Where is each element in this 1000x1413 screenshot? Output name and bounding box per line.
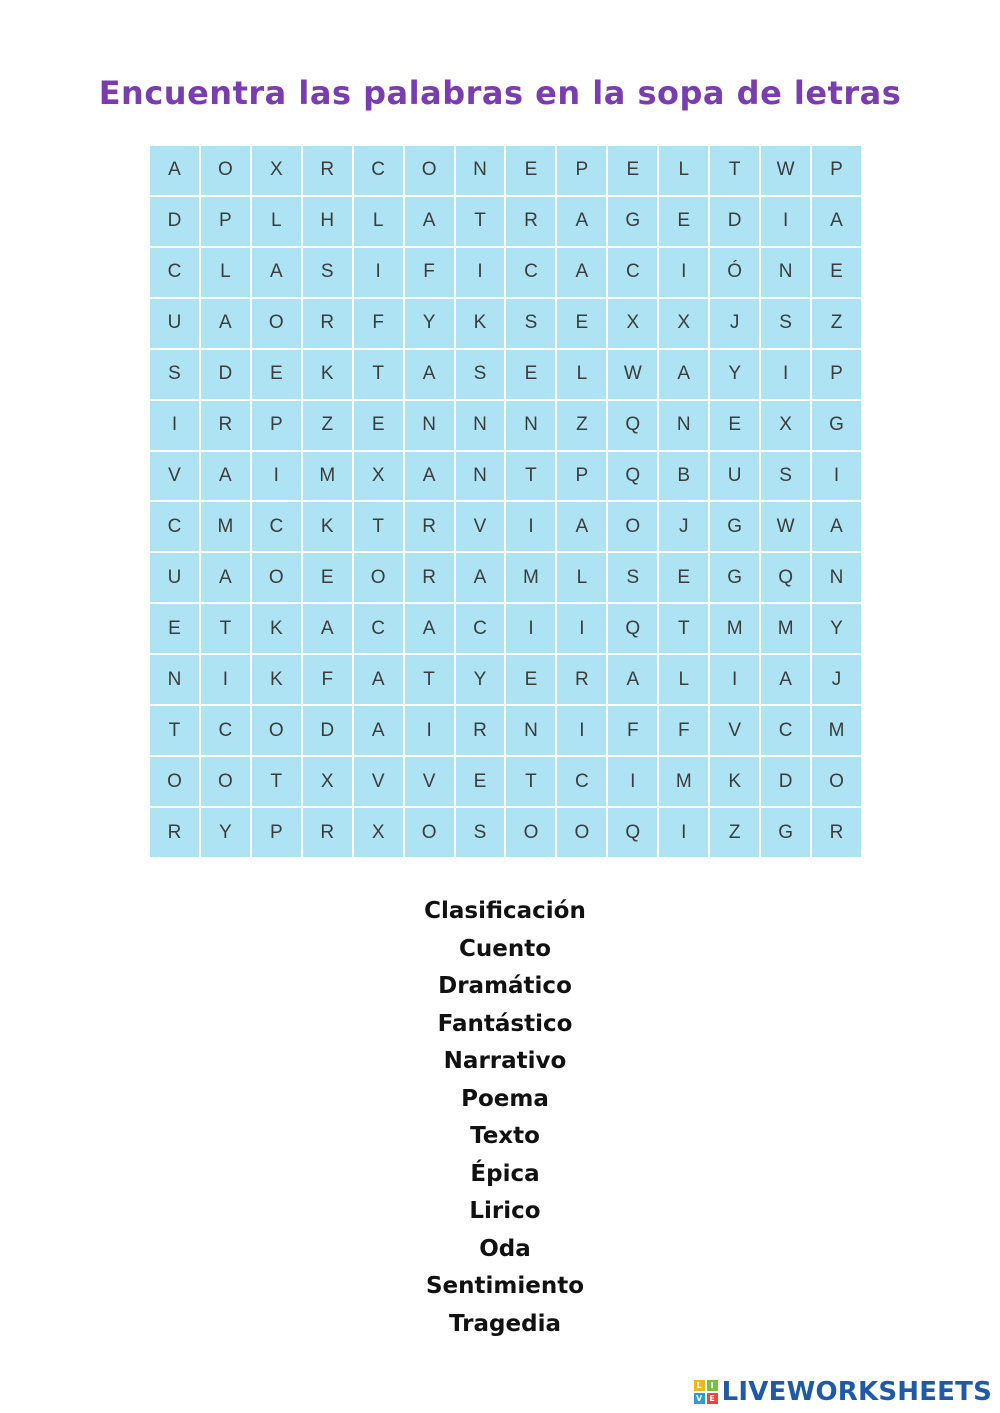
grid-cell[interactable]: O (150, 757, 199, 806)
grid-cell[interactable]: M (506, 553, 555, 602)
grid-cell[interactable]: I (354, 248, 403, 297)
grid-cell[interactable]: G (812, 401, 861, 450)
grid-cell[interactable]: A (557, 248, 606, 297)
grid-cell[interactable]: O (812, 757, 861, 806)
grid-cell[interactable]: E (608, 146, 657, 195)
grid-cell[interactable]: K (252, 655, 301, 704)
grid-cell[interactable]: T (405, 655, 454, 704)
grid-cell[interactable]: I (405, 706, 454, 755)
grid-cell[interactable]: L (659, 655, 708, 704)
grid-cell[interactable]: E (710, 401, 759, 450)
grid-cell[interactable]: V (456, 502, 505, 551)
word-list-item: Cuento (458, 935, 552, 962)
grid-cell[interactable]: W (761, 502, 810, 551)
grid-cell[interactable]: T (201, 604, 250, 653)
grid-cell[interactable]: E (354, 401, 403, 450)
grid-cell[interactable]: Y (201, 808, 250, 857)
grid-cell[interactable]: V (405, 757, 454, 806)
grid-cell[interactable]: D (761, 757, 810, 806)
grid-cell[interactable]: Q (608, 808, 657, 857)
brand-name: LIVEWORKSHEETS (721, 1377, 992, 1407)
grid-cell[interactable]: Y (405, 299, 454, 348)
grid-cell[interactable]: S (150, 350, 199, 399)
grid-cell[interactable]: S (761, 299, 810, 348)
grid-cell[interactable]: X (608, 299, 657, 348)
word-list-item: Narrativo (443, 1048, 567, 1074)
grid-cell[interactable]: N (150, 655, 199, 704)
grid-cell[interactable]: A (761, 655, 810, 704)
grid-cell[interactable]: I (608, 757, 657, 806)
grid-cell[interactable]: I (506, 604, 555, 653)
word-list-item: Texto (470, 1123, 540, 1149)
grid-cell[interactable]: G (761, 808, 810, 857)
grid-cell[interactable]: A (354, 655, 403, 704)
grid-cell[interactable]: V (150, 452, 199, 501)
grid-cell[interactable]: I (710, 655, 759, 704)
grid-cell[interactable]: I (456, 248, 505, 297)
word-list-item: Sentimiento (425, 1273, 585, 1299)
grid-cell[interactable]: A (150, 146, 199, 195)
grid-cell[interactable]: Z (710, 808, 759, 857)
grid-cell[interactable]: S (456, 350, 505, 399)
grid-cell[interactable]: N (761, 248, 810, 297)
grid-cell[interactable]: C (150, 248, 199, 297)
grid-cell[interactable]: K (252, 604, 301, 653)
logo-square: V (694, 1393, 705, 1404)
grid-cell[interactable]: Z (812, 299, 861, 348)
grid-cell[interactable]: R (303, 146, 352, 195)
grid-cell[interactable]: P (252, 401, 301, 450)
grid-cell[interactable]: Y (710, 350, 759, 399)
grid-cell[interactable]: C (354, 604, 403, 653)
grid-cell[interactable]: A (201, 553, 250, 602)
grid-cell[interactable]: N (456, 401, 505, 450)
grid-cell[interactable]: E (557, 299, 606, 348)
grid-cell[interactable]: Q (608, 452, 657, 501)
grid-cell[interactable]: A (405, 452, 454, 501)
grid-cell[interactable]: A (812, 197, 861, 246)
grid-cell[interactable]: L (201, 248, 250, 297)
grid-cell[interactable]: O (405, 146, 454, 195)
grid-cell[interactable]: W (608, 350, 657, 399)
grid-cell[interactable]: U (150, 299, 199, 348)
grid-cell[interactable]: N (506, 706, 555, 755)
grid-cell[interactable]: F (405, 248, 454, 297)
grid-cell[interactable]: X (303, 757, 352, 806)
grid-cell[interactable]: Z (557, 401, 606, 450)
grid-cell[interactable]: M (659, 757, 708, 806)
grid-cell[interactable]: A (405, 604, 454, 653)
grid-cell[interactable]: O (608, 502, 657, 551)
grid-cell[interactable]: T (659, 604, 708, 653)
grid-cell[interactable]: P (812, 146, 861, 195)
grid-cell[interactable]: J (710, 299, 759, 348)
grid-cell[interactable]: Q (761, 553, 810, 602)
grid-cell[interactable]: O (557, 808, 606, 857)
grid-cell[interactable]: C (506, 248, 555, 297)
grid-cell[interactable]: D (710, 197, 759, 246)
grid-cell[interactable]: T (150, 706, 199, 755)
grid-cell[interactable]: C (150, 502, 199, 551)
grid-cell[interactable]: Q (608, 604, 657, 653)
grid-cell[interactable]: C (761, 706, 810, 755)
logo-square: E (707, 1393, 718, 1404)
grid-cell[interactable]: M (761, 604, 810, 653)
grid-cell[interactable]: R (303, 299, 352, 348)
grid-cell[interactable]: B (659, 452, 708, 501)
grid-cell[interactable]: M (201, 502, 250, 551)
grid-cell[interactable]: N (506, 401, 555, 450)
grid-cell[interactable]: W (761, 146, 810, 195)
grid-cell[interactable]: E (506, 655, 555, 704)
grid-cell[interactable]: P (201, 197, 250, 246)
grid-cell[interactable]: U (710, 452, 759, 501)
logo-square: L (694, 1380, 705, 1391)
grid-cell[interactable]: Y (812, 604, 861, 653)
grid-cell[interactable]: N (659, 401, 708, 450)
grid-cell[interactable]: O (252, 299, 301, 348)
grid-cell[interactable]: M (710, 604, 759, 653)
grid-cell[interactable]: E (659, 553, 708, 602)
grid-cell[interactable]: N (405, 401, 454, 450)
word-list-item: Tragedia (449, 1310, 561, 1337)
grid-cell[interactable]: R (456, 706, 505, 755)
grid-cell[interactable]: F (659, 706, 708, 755)
grid-cell[interactable]: R (405, 553, 454, 602)
grid-cell[interactable]: F (303, 655, 352, 704)
grid-cell[interactable]: M (303, 452, 352, 501)
grid-cell[interactable]: I (252, 452, 301, 501)
grid-cell[interactable]: M (812, 706, 861, 755)
word-list-item: Poema (461, 1085, 549, 1112)
grid-cell[interactable]: E (252, 350, 301, 399)
grid-cell[interactable]: E (659, 197, 708, 246)
grid-cell[interactable]: Ó (710, 248, 759, 297)
grid-cell[interactable]: I (659, 808, 708, 857)
grid-cell[interactable]: L (252, 197, 301, 246)
grid-cell[interactable]: A (201, 299, 250, 348)
grid-cell[interactable]: R (812, 808, 861, 857)
grid-cell[interactable]: E (150, 604, 199, 653)
grid-cell[interactable]: R (150, 808, 199, 857)
grid-cell[interactable]: O (506, 808, 555, 857)
grid-cell[interactable]: I (557, 604, 606, 653)
grid-cell[interactable]: E (506, 146, 555, 195)
grid-cell[interactable]: L (557, 350, 606, 399)
grid-cell[interactable]: X (354, 808, 403, 857)
word-search-grid[interactable] (150, 146, 861, 857)
grid-cell[interactable]: S (761, 452, 810, 501)
grid-cell[interactable]: L (354, 197, 403, 246)
grid-cell[interactable]: V (710, 706, 759, 755)
grid-cell[interactable]: S (506, 299, 555, 348)
grid-cell[interactable]: F (354, 299, 403, 348)
grid-cell[interactable]: C (608, 248, 657, 297)
grid-cell[interactable]: C (557, 757, 606, 806)
grid-cell[interactable]: A (812, 502, 861, 551)
grid-cell[interactable]: S (608, 553, 657, 602)
grid-cell[interactable]: R (557, 655, 606, 704)
grid-cell[interactable]: T (252, 757, 301, 806)
grid-cell[interactable]: A (557, 502, 606, 551)
grid-cell[interactable]: H (303, 197, 352, 246)
grid-cell[interactable]: Q (608, 401, 657, 450)
grid-cell[interactable]: I (557, 706, 606, 755)
grid-cell[interactable]: I (812, 452, 861, 501)
grid-cell[interactable]: T (456, 197, 505, 246)
grid-cell[interactable]: A (252, 248, 301, 297)
grid-cell[interactable]: L (557, 553, 606, 602)
word-list-item: Clasificación (424, 898, 586, 924)
grid-cell[interactable]: O (354, 553, 403, 602)
grid-cell[interactable]: I (150, 401, 199, 450)
grid-cell[interactable]: A (557, 197, 606, 246)
grid-cell[interactable]: C (201, 706, 250, 755)
grid-cell[interactable]: O (252, 706, 301, 755)
grid-cell[interactable]: X (252, 146, 301, 195)
grid-cell[interactable]: A (303, 604, 352, 653)
grid-cell[interactable]: P (557, 452, 606, 501)
grid-cell[interactable]: A (354, 706, 403, 755)
grid-cell[interactable]: T (506, 452, 555, 501)
grid-cell[interactable]: R (506, 197, 555, 246)
grid-cell[interactable]: N (456, 452, 505, 501)
grid-cell[interactable]: A (608, 655, 657, 704)
grid-cell[interactable]: J (812, 655, 861, 704)
grid-cell[interactable]: K (456, 299, 505, 348)
grid-cell[interactable]: I (506, 502, 555, 551)
grid-cell[interactable]: J (659, 502, 708, 551)
grid-cell[interactable]: C (252, 502, 301, 551)
grid-cell[interactable]: S (456, 808, 505, 857)
grid-cell[interactable]: K (303, 502, 352, 551)
grid-cell[interactable]: E (506, 350, 555, 399)
grid-cell[interactable]: V (354, 757, 403, 806)
grid-cell[interactable]: P (812, 350, 861, 399)
grid-cell[interactable]: U (150, 553, 199, 602)
grid-cell[interactable]: G (608, 197, 657, 246)
grid-cell[interactable]: A (405, 350, 454, 399)
grid-cell[interactable]: G (710, 502, 759, 551)
grid-cell[interactable]: X (761, 401, 810, 450)
grid-cell[interactable]: T (354, 502, 403, 551)
grid-cell[interactable]: Y (456, 655, 505, 704)
grid-cell[interactable]: X (354, 452, 403, 501)
liveworksheets-logo-icon (694, 1380, 718, 1404)
word-list-item: Oda (479, 1235, 531, 1262)
grid-cell[interactable]: E (456, 757, 505, 806)
grid-cell[interactable]: N (456, 146, 505, 195)
page-title: Encuentra las palabras en la sopa de letras (98, 74, 902, 112)
grid-cell[interactable]: N (812, 553, 861, 602)
word-list-item: Lirico (469, 1198, 541, 1224)
grid-cell[interactable]: A (201, 452, 250, 501)
grid-cell[interactable]: G (710, 553, 759, 602)
grid-cell[interactable]: E (303, 553, 352, 602)
grid-cell[interactable]: R (201, 401, 250, 450)
grid-cell[interactable]: T (354, 350, 403, 399)
grid-cell[interactable]: S (303, 248, 352, 297)
grid-cell[interactable]: L (659, 146, 708, 195)
grid-cell[interactable]: Z (303, 401, 352, 450)
word-list-item: Dramático (438, 973, 572, 999)
grid-cell[interactable]: C (456, 604, 505, 653)
grid-cell[interactable]: X (659, 299, 708, 348)
grid-cell[interactable]: T (506, 757, 555, 806)
grid-cell[interactable]: F (608, 706, 657, 755)
grid-cell[interactable]: I (201, 655, 250, 704)
grid-cell[interactable]: O (252, 553, 301, 602)
word-list (0, 893, 1000, 1343)
word-list-item: Épica (470, 1160, 540, 1187)
grid-cell[interactable]: R (303, 808, 352, 857)
grid-cell[interactable]: O (405, 808, 454, 857)
grid-cell[interactable]: I (761, 350, 810, 399)
grid-cell[interactable]: A (456, 553, 505, 602)
grid-cell[interactable]: D (303, 706, 352, 755)
grid-cell[interactable]: P (252, 808, 301, 857)
logo-square: I (707, 1380, 718, 1391)
grid-cell[interactable]: D (150, 197, 199, 246)
grid-cell[interactable]: K (710, 757, 759, 806)
grid-cell[interactable]: A (405, 197, 454, 246)
grid-cell[interactable]: K (303, 350, 352, 399)
grid-cell[interactable]: E (812, 248, 861, 297)
grid-cell[interactable]: T (710, 146, 759, 195)
grid-cell[interactable]: D (201, 350, 250, 399)
grid-cell[interactable]: I (659, 248, 708, 297)
word-list-item: Fantástico (437, 1010, 573, 1037)
grid-cell[interactable]: A (659, 350, 708, 399)
grid-cell[interactable]: O (201, 146, 250, 195)
grid-cell[interactable]: R (405, 502, 454, 551)
grid-cell[interactable]: C (354, 146, 403, 195)
grid-cell[interactable]: P (557, 146, 606, 195)
grid-cell[interactable]: I (761, 197, 810, 246)
grid-cell[interactable]: O (201, 757, 250, 806)
liveworksheets-brand (694, 1377, 992, 1407)
